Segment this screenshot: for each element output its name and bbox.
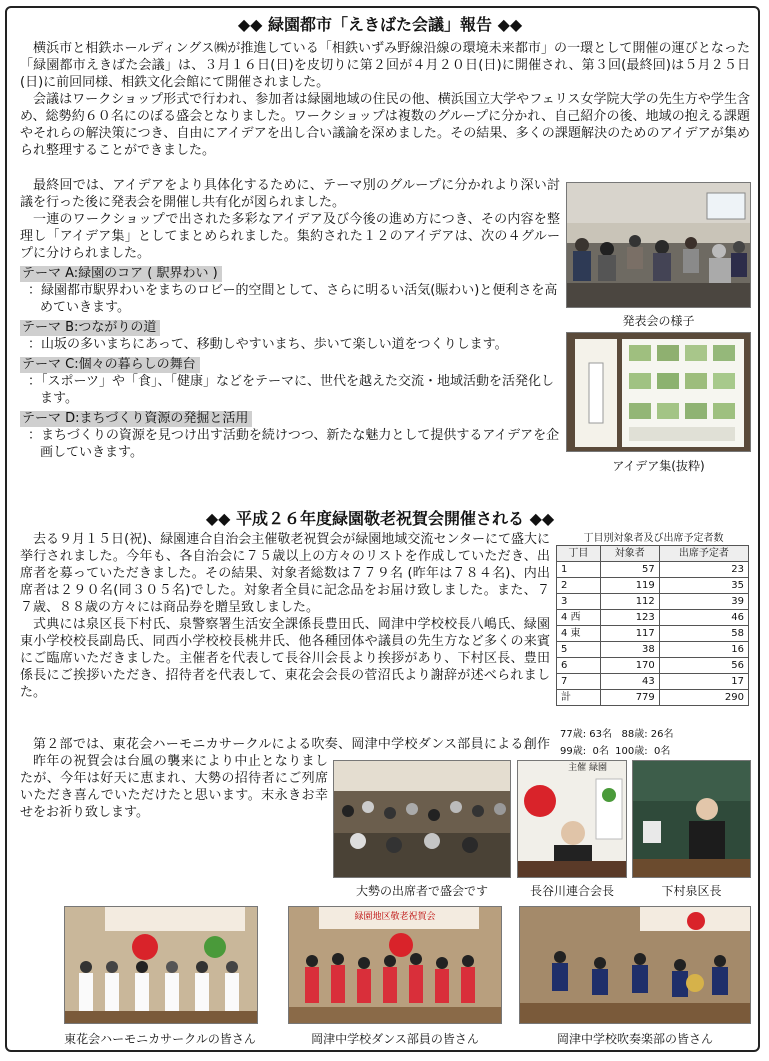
table-cell: 16: [659, 642, 748, 658]
theme-description: ：山坂の多いまちにあって、移動しやすいまち、歩いて楽しい道をつくりします。: [28, 337, 508, 352]
section2-paragraph-1: 去る９月１５日(祝)、緑園連合自治会主催敬老祝賀会が緑園地域交流センターにて盛大に挙行されました。今年も、各自治会に７５歳以上の方々のリストを作成していただき、出席者を募っていただきました。その結果、対象者総数は７７９名 (昨年は７８４名)、内出席者は２９０名(同３０５名)でした。対象者全員に記念品をお届け致しました。また、７７歳、８８歳の方々には商品券を贈呈致しました。: [20, 532, 550, 615]
table-row: [557, 594, 749, 610]
table-cell: 58: [659, 626, 748, 642]
table-cell: 290: [659, 690, 748, 706]
theme-description: ：緑園都市駅界わいをまちのロビー的空間として、さらに明るい活気(賑わい)と便利さを高めていきます。: [28, 283, 558, 315]
band-photo-caption: 岡津中学校吹奏楽部の皆さん: [556, 1032, 713, 1046]
presentation-photo-caption: 発表会の様子: [622, 314, 695, 328]
table-header: 丁目: [557, 546, 601, 562]
table-row: [557, 626, 749, 642]
dance-photo-caption: 岡津中学校ダンス部員の皆さん: [311, 1032, 479, 1046]
table-cell: 43: [600, 674, 659, 690]
table-header-row: [557, 546, 749, 562]
section1-paragraph-3: 最終回では、アイデアをより具体化するために、テーマ別のグループに分かれより深い討議を行った後に発表会を開催し共有化が図られました。: [20, 178, 560, 210]
crowd-photo-caption: 大勢の出席者で盛会です: [355, 884, 488, 898]
shimomura-photo: [632, 760, 751, 878]
attendance-table-wrap: [556, 545, 749, 706]
table-cell: 46: [659, 610, 748, 626]
harmonica-photo-caption: 東花会ハーモニカサークルの皆さん: [64, 1032, 256, 1046]
theme-description: ：まちづくりの資源を見つけ出す活動を続けつつ、新たな魅力として提供するアイデアを企画していきます。: [28, 428, 560, 460]
section2-paragraph-4: 昨年の祝賀会は台風の襲来により中止となりましたが、今年は好天に恵まれ、大勢の招待者にご列席いただき喜んでいただけたと思います。末永きお幸せをお祈り致します。: [20, 754, 328, 820]
theme-item: [20, 353, 560, 407]
table-cell: 35: [659, 578, 748, 594]
section2-paragraph-3-rest: [20, 753, 328, 913]
table-cell: 57: [600, 562, 659, 578]
table-cell: 3: [557, 594, 601, 610]
table-total-row: [557, 690, 749, 706]
theme-item: [20, 316, 560, 353]
table-header: 対象者: [600, 546, 659, 562]
table-row: [557, 674, 749, 690]
table-cell: 7: [557, 674, 601, 690]
table-row: [557, 642, 749, 658]
table-cell: 2: [557, 578, 601, 594]
table-row: [557, 578, 749, 594]
theme-item: [20, 262, 560, 316]
theme-description: ：「スポーツ」や「食」、「健康」などをテーマに、世代を越えた交流・地域活動を活発化します。: [28, 374, 554, 406]
presentation-photo: [566, 182, 751, 308]
idea-booklet-photo: [566, 332, 751, 452]
banner-text: 主催 緑園: [568, 763, 607, 773]
section2-paragraph-2: 式典には泉区長下村氏、泉警察署生活安全課係長豊田氏、岡津中学校校長八嶋氏、緑園東小学校校長副島氏、同西小学校校長桃井氏、他各種団体や議員の先生方など多くの来賓にご臨席いただきました。主催者を代表して長谷川会長より挨拶があり、下村区長、豊田係長にご挨拶いただき、招待者を代表して、東花会会長の菅沼氏より謝辞が述べられました。: [20, 617, 550, 700]
theme-label: テーマ D:まちづくり資源の発掘と活用: [20, 411, 252, 427]
age-count-line-1: 77歳: 63名 88歳: 26名: [560, 729, 674, 740]
table-cell: 38: [600, 642, 659, 658]
band-photo: [519, 906, 751, 1024]
harmonica-photo: [64, 906, 258, 1024]
table-cell: 117: [600, 626, 659, 642]
theme-list: [20, 262, 560, 461]
table-cell: 170: [600, 658, 659, 674]
table-row: [557, 562, 749, 578]
dance-banner-text: 緑園地区敬老祝賀会: [354, 912, 436, 922]
table-cell: 112: [600, 594, 659, 610]
table-cell: 123: [600, 610, 659, 626]
dance-photo: [288, 906, 502, 1024]
theme-label: テーマ C:個々の暮らしの舞台: [20, 357, 200, 373]
table-cell: 4 西: [557, 610, 601, 626]
section1-paragraph-2: 会議はワークショップ形式で行われ、参加者は緑園地域の住民の他、横浜国立大学やフェリス女学院大学の先生方や学生含め、総勢約６０名にのぼる盛会となりました。ワークショップは複数のグループに分かれ、自己紹介の後、地域の抱える課題やそれらの解決策につき、自由にアイデアを出し合い議論を深めました。その結果、多くの課題解決のためのアイデアが集められ整理することができました。: [20, 92, 750, 158]
table-cell: 1: [557, 562, 601, 578]
table-cell: 779: [600, 690, 659, 706]
section2-title: ◆◆ 平成２６年度緑園敬老祝賀会開催される ◆◆: [205, 509, 555, 528]
attendance-table: [556, 545, 749, 706]
attendance-table-title: 丁目別対象者及び出席予定者数: [583, 533, 724, 544]
section2-paragraph-3-line1: 第２部では、東花会ハーモニカサークルによる吹奏、岡津中学校ダンス部員による創作: [33, 737, 550, 752]
table-cell: 計: [557, 690, 601, 706]
theme-label: テーマ A:緑園のコア ( 駅界わい ): [20, 266, 222, 282]
table-cell: 4 東: [557, 626, 601, 642]
table-cell: 23: [659, 562, 748, 578]
table-cell: 17: [659, 674, 748, 690]
section2-paragraph-3-wrap: [20, 736, 550, 753]
section1-paragraph-1: 横浜市と相鉄ホールディングス㈱が推進している「相鉄いずみ野線沿線の環境未来都市」の一環として開催の運びとなった「緑園都市えきばた会議」は、３月１６日(日)を皮切りに第２回が４月２０日(日)に開催され、第３回(最終回)は５月２５日(日)に前回同様、相鉄文化会館にて開催されました。: [20, 41, 750, 90]
section1-title: ◆◆ 緑園都市「えきばた会議」報告 ◆◆: [237, 15, 523, 34]
table-header: 出席予定者: [659, 546, 748, 562]
section1-body: [20, 177, 560, 461]
shimomura-photo-caption: 下村泉区長: [661, 884, 722, 898]
hasegawa-photo: [517, 760, 627, 878]
age-count-line-2: 99歳: 0名 100歳: 0名: [560, 746, 671, 757]
table-row: [557, 610, 749, 626]
theme-item: [20, 407, 560, 461]
section1-paragraph-4: 一連のワークショップで出された多彩なアイデア及び今後の進め方につき、その内容を整理し「アイデア集」としてまとめられました。集約された１２のアイデアは、次の４グループに分けられました。: [20, 212, 560, 261]
table-cell: 6: [557, 658, 601, 674]
table-cell: 5: [557, 642, 601, 658]
section2-body: [20, 531, 550, 701]
theme-label: テーマ B:つながりの道: [20, 320, 160, 336]
section1-intro: [20, 40, 750, 159]
hasegawa-photo-caption: 長谷川連合会長: [529, 884, 614, 898]
crowd-photo: [333, 760, 511, 878]
idea-booklet-photo-caption: アイデア集(抜粋): [612, 459, 705, 473]
table-row: [557, 658, 749, 674]
table-cell: 56: [659, 658, 748, 674]
table-cell: 119: [600, 578, 659, 594]
table-cell: 39: [659, 594, 748, 610]
